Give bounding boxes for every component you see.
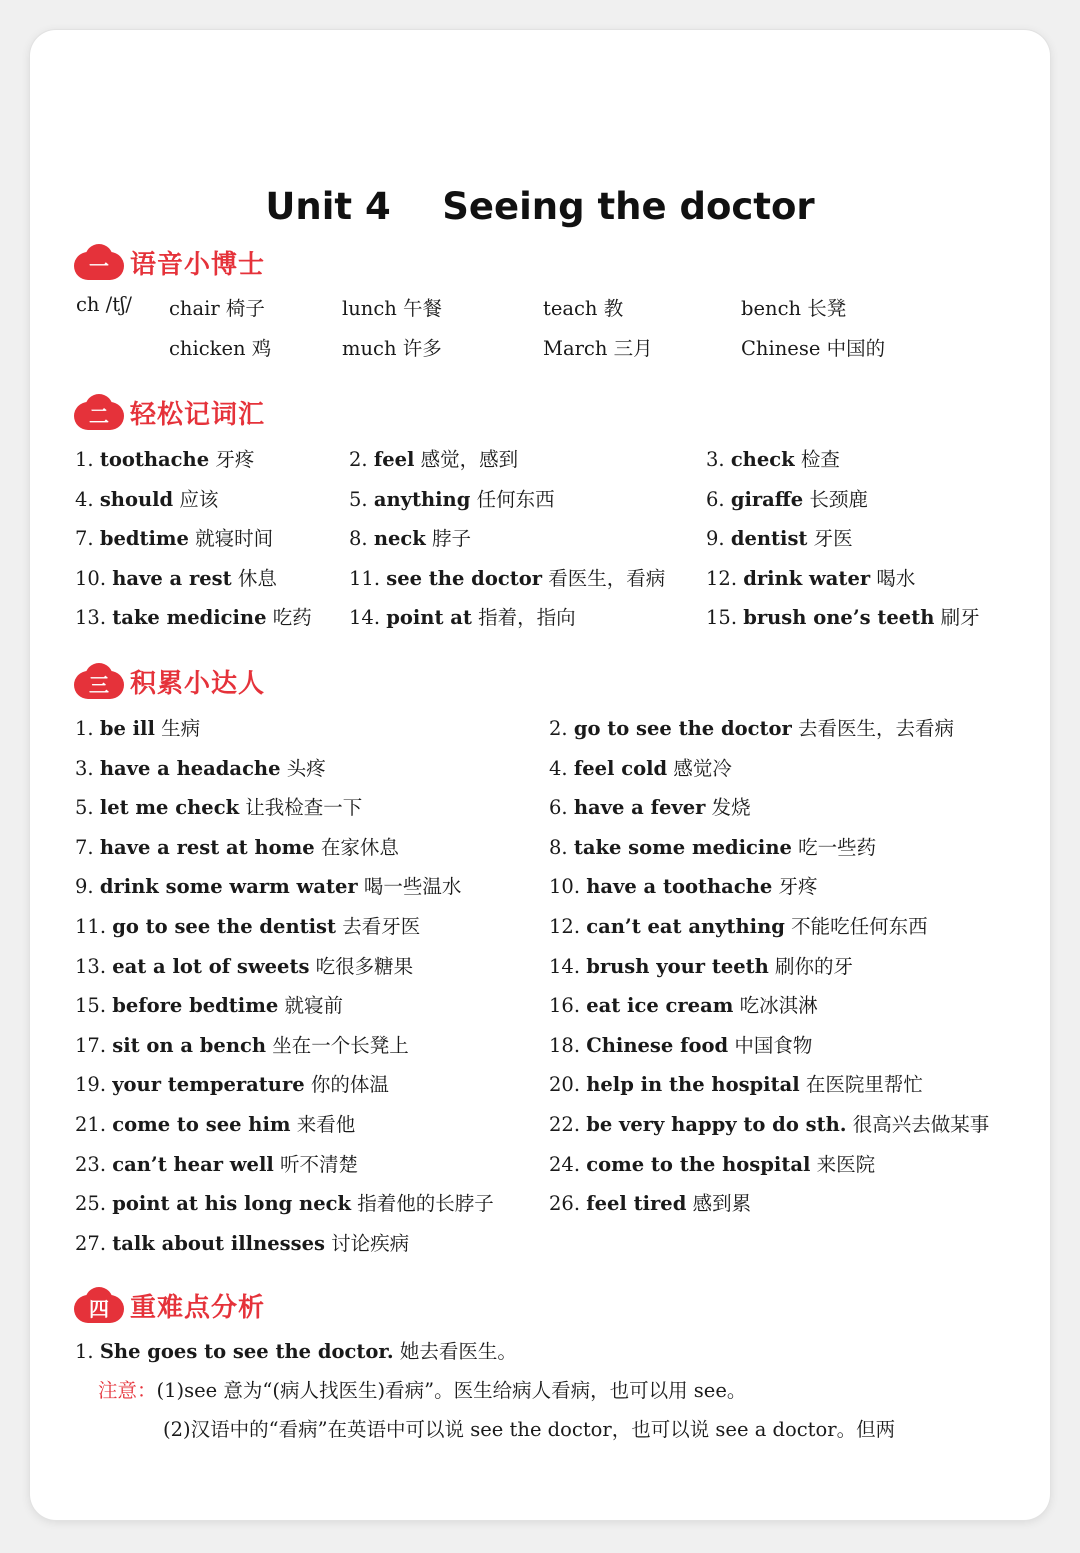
item-number: 22. (549, 1113, 581, 1136)
item-number: 25. (75, 1192, 107, 1216)
section-title: 语音小博士 (130, 249, 266, 280)
phrase-item (549, 990, 818, 1018)
item-number: 1. (75, 717, 94, 740)
vocab-item (75, 484, 218, 512)
item-chinese: 去看牙医 (342, 915, 421, 938)
item-english: toothache (99, 448, 210, 471)
vocab-item (349, 523, 471, 551)
item-chinese: 休息 (237, 566, 277, 590)
item-number: 15. (75, 994, 107, 1018)
item-chinese: 感觉，感到 (420, 448, 519, 471)
item-chinese: 发烧 (711, 796, 751, 820)
item-chinese: 去看医生，去看病 (798, 717, 955, 740)
phrase-item (75, 990, 343, 1018)
item-number: 8. (549, 835, 568, 859)
item-english: giraffe (730, 487, 804, 511)
item-number: 4. (549, 756, 568, 780)
phrase-item (549, 1149, 875, 1177)
item-number: 1. (75, 448, 94, 471)
item-english: be ill (99, 717, 155, 740)
item-english: eat a lot of sweets (112, 954, 310, 978)
section-title: 轻松记词汇 (130, 399, 266, 430)
item-english: talk about illnesses (112, 1231, 325, 1255)
item-english: see the doctor (386, 566, 542, 590)
item-number: 13. (75, 954, 107, 978)
item-number: 9. (706, 527, 725, 550)
item-english: sit on a bench (112, 1033, 267, 1057)
phrase-item (75, 1149, 358, 1177)
item-chinese: 脖子 (431, 527, 471, 550)
vocab-item (349, 602, 576, 630)
vocab-item (706, 484, 868, 512)
item-english: brush your teeth (586, 954, 769, 978)
item-english: feel tired (586, 1192, 687, 1216)
item-english: have a rest at home (99, 835, 315, 859)
vocab-item (75, 563, 277, 591)
item-number: 5. (75, 796, 94, 820)
phonics-word: chair 椅子 (169, 297, 265, 320)
section-header-phonics (74, 242, 265, 282)
phrase-item (75, 951, 413, 979)
item-chinese: 长颈鹿 (809, 487, 868, 511)
item-number: 10. (549, 875, 581, 899)
item-english: take medicine (112, 606, 267, 629)
item-chinese: 刷牙 (940, 606, 980, 629)
vocab-item (706, 444, 840, 472)
item-chinese: 坐在一个长凳上 (272, 1033, 409, 1057)
phrase-item (549, 911, 928, 939)
phonics-word: much 许多 (342, 337, 442, 360)
phrase-item (75, 1188, 494, 1216)
item-number: 9. (75, 875, 94, 899)
item-number: 21. (75, 1113, 107, 1136)
phrase-item (75, 1109, 355, 1137)
phrase-item (549, 753, 732, 781)
phrase-item (549, 1030, 812, 1058)
phrase-item (549, 713, 954, 741)
vocab-item (349, 563, 665, 591)
vocab-item (706, 523, 853, 551)
phrase-item (75, 753, 326, 781)
item-english: drink water (743, 566, 871, 590)
item-number: 7. (75, 835, 94, 859)
section-header-phrases (74, 661, 265, 701)
section-header-vocab (74, 392, 265, 432)
section-title: 重难点分析 (130, 1292, 266, 1323)
item-english: Chinese food (586, 1033, 729, 1057)
vocab-item (75, 602, 312, 630)
item-chinese: 牙医 (813, 527, 853, 550)
item-english: eat ice cream (586, 994, 734, 1018)
phrase-item (549, 951, 853, 979)
item-chinese: 牙疼 (215, 448, 255, 471)
section-title: 积累小达人 (130, 668, 266, 699)
item-chinese: 不能吃任何东西 (791, 915, 928, 938)
vocab-item (349, 484, 555, 512)
page-title: Unit 4 Seeing the doctor (265, 185, 815, 228)
analysis-note-1: 注意：(1)see 意为“(病人找医生)看病”。医生给病人看病，也可以用 see。 (98, 1379, 747, 1402)
item-english: dentist (730, 527, 808, 550)
phonics-word: bench 长凳 (741, 297, 847, 320)
item-number: 16. (549, 994, 581, 1018)
item-english: come to see him (112, 1113, 291, 1136)
item-number: 4. (75, 487, 94, 511)
item-chinese: 指着他的长脖子 (357, 1192, 494, 1216)
item-english: go to see the doctor (573, 717, 792, 740)
item-chinese: 在医院里帮忙 (805, 1073, 923, 1097)
item-chinese: 中国食物 (734, 1033, 813, 1057)
item-chinese: 生病 (161, 717, 201, 740)
item-chinese: 讨论疾病 (331, 1231, 410, 1255)
item-number: 17. (75, 1033, 107, 1057)
item-chinese: 任何东西 (476, 487, 555, 511)
item-number: 14. (349, 606, 381, 629)
item-chinese: 来医院 (816, 1152, 876, 1176)
item-chinese: 就寝时间 (195, 527, 274, 550)
vocab-item (75, 523, 273, 551)
item-chinese: 听不清楚 (279, 1152, 358, 1176)
item-chinese: 喝水 (876, 566, 916, 590)
item-english: should (99, 487, 174, 511)
section-badge: 四 (74, 1287, 124, 1323)
item-number: 23. (75, 1152, 107, 1176)
item-chinese: 应该 (179, 487, 219, 511)
item-chinese: 在家休息 (320, 835, 399, 859)
vocab-item (349, 444, 518, 472)
item-number: 3. (706, 448, 725, 471)
item-number: 13. (75, 606, 107, 629)
section-badge: 二 (74, 394, 124, 430)
item-chinese: 你的体温 (310, 1073, 389, 1097)
item-chinese: 头疼 (286, 756, 326, 780)
item-number: 11. (75, 915, 107, 938)
phrase-item (75, 1030, 409, 1058)
item-english: drink some warm water (99, 875, 358, 899)
item-english: your temperature (112, 1073, 305, 1097)
item-chinese: 吃药 (272, 606, 312, 629)
item-english: bedtime (99, 527, 189, 550)
vocab-item (75, 444, 254, 472)
analysis-note-2: (2)汉语中的“看病”在英语中可以说 see the doctor，也可以说 see a doctor。但两 (163, 1418, 896, 1441)
item-english: take some medicine (573, 835, 792, 859)
phrase-item (549, 1109, 989, 1137)
item-english: check (730, 448, 795, 471)
item-english: brush one’s teeth (743, 606, 935, 629)
item-english: before bedtime (112, 994, 279, 1018)
item-english: point at his long neck (112, 1192, 352, 1216)
item-chinese: 很高兴去做某事 (852, 1113, 990, 1136)
item-english: anything (373, 487, 471, 511)
item-number: 27. (75, 1231, 107, 1255)
phrase-item (549, 871, 818, 899)
item-english: have a fever (573, 796, 706, 820)
item-chinese: 喝一些温水 (363, 875, 462, 899)
phrase-item (75, 871, 461, 899)
item-chinese: 吃冰淇淋 (739, 994, 818, 1018)
phonics-word: Chinese 中国的 (741, 337, 886, 360)
item-english: neck (373, 527, 426, 550)
item-number: 12. (706, 566, 738, 590)
phrase-item (75, 832, 399, 860)
analysis-item: 1. She goes to see the doctor. 她去看医生。 (75, 1340, 517, 1363)
phrase-item (75, 792, 362, 820)
item-chinese: 看医生，看病 (548, 566, 666, 590)
item-number: 6. (549, 796, 568, 820)
item-chinese: 吃一些药 (798, 835, 877, 859)
item-number: 24. (549, 1152, 581, 1176)
item-number: 7. (75, 527, 94, 550)
item-english: point at (386, 606, 472, 629)
phonics-word: March 三月 (543, 337, 653, 360)
item-number: 11. (349, 566, 381, 590)
item-english: feel cold (573, 756, 668, 780)
item-number: 2. (349, 448, 368, 471)
item-number: 10. (75, 566, 107, 590)
item-english: go to see the dentist (112, 915, 337, 938)
item-number: 15. (706, 606, 738, 629)
item-number: 20. (549, 1073, 581, 1097)
phrase-item (75, 713, 200, 741)
item-english: have a toothache (586, 875, 773, 899)
item-chinese: 感觉冷 (673, 756, 732, 780)
item-chinese: 吃很多糖果 (315, 954, 414, 978)
item-number: 18. (549, 1033, 581, 1057)
item-chinese: 牙疼 (778, 875, 818, 899)
item-number: 6. (706, 487, 725, 511)
item-chinese: 检查 (800, 448, 840, 471)
item-number: 8. (349, 527, 368, 550)
item-english: have a headache (99, 756, 281, 780)
phrase-item (75, 1069, 389, 1097)
item-english: can’t eat anything (586, 915, 785, 938)
item-chinese: 来看他 (296, 1113, 356, 1136)
phonics-word: lunch 午餐 (342, 297, 443, 320)
item-number: 5. (349, 487, 368, 511)
item-english: can’t hear well (112, 1152, 274, 1176)
item-number: 14. (549, 954, 581, 978)
item-chinese: 让我检查一下 (245, 796, 363, 820)
page (30, 30, 1050, 1520)
section-badge: 三 (74, 663, 124, 699)
note-label: 注意： (98, 1379, 157, 1402)
phonics-word: teach 教 (543, 297, 624, 320)
phrase-item (549, 792, 751, 820)
item-number: 3. (75, 756, 94, 780)
item-english: feel (373, 448, 415, 471)
item-chinese: 指着，指向 (478, 606, 576, 629)
phrase-item (75, 911, 420, 939)
item-english: be very happy to do sth. (586, 1113, 847, 1136)
item-number: 12. (549, 915, 581, 938)
item-english: let me check (99, 796, 240, 820)
item-chinese: 就寝前 (284, 994, 343, 1018)
item-number: 2. (549, 717, 568, 740)
item-chinese: 感到累 (692, 1192, 752, 1216)
item-chinese: 刷你的牙 (775, 954, 854, 978)
item-english: have a rest (112, 566, 232, 590)
section-header-analysis (74, 1285, 265, 1325)
phrase-item (549, 832, 876, 860)
vocab-item (706, 602, 980, 630)
item-number: 26. (549, 1192, 581, 1216)
vocab-item (706, 563, 915, 591)
phrase-item (75, 1228, 409, 1256)
item-english: come to the hospital (586, 1152, 811, 1176)
phrase-item (549, 1188, 751, 1216)
item-number: 19. (75, 1073, 107, 1097)
phonics-label: ch /tʃ/ (76, 293, 132, 316)
phrase-item (549, 1069, 923, 1097)
phonics-word: chicken 鸡 (169, 337, 272, 360)
item-english: help in the hospital (586, 1073, 800, 1097)
section-badge: 一 (74, 244, 124, 280)
